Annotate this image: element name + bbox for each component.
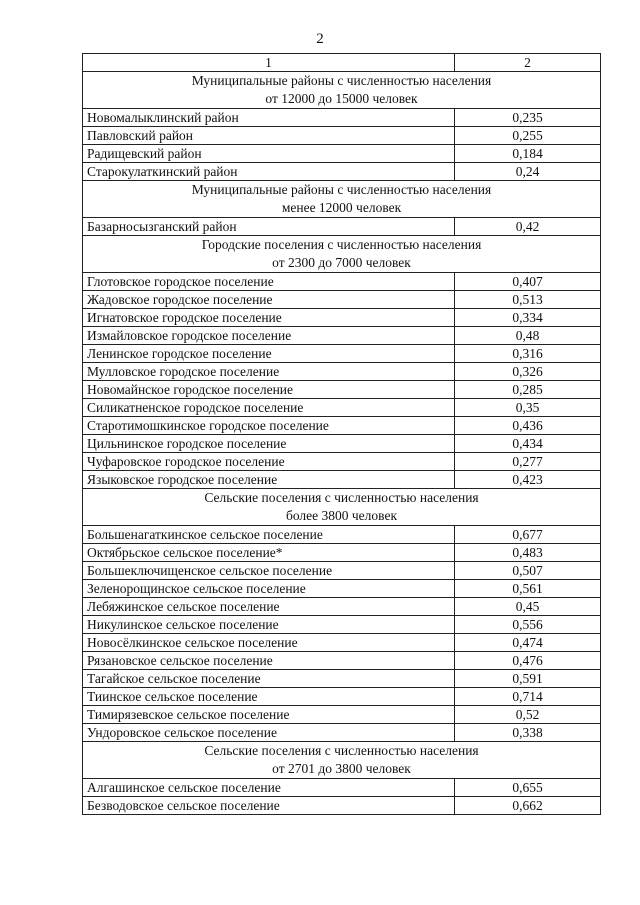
coefficient-value: 0,334	[455, 309, 601, 327]
coefficient-value: 0,326	[455, 363, 601, 381]
table-row	[83, 706, 601, 724]
coefficient-value: 0,423	[455, 471, 601, 489]
coefficient-value: 0,662	[455, 797, 601, 815]
table-row	[83, 616, 601, 634]
coefficient-value: 0,513	[455, 291, 601, 309]
coefficient-value: 0,561	[455, 580, 601, 598]
table-row	[83, 670, 601, 688]
section-title-line: менее 12000 человек	[281, 200, 402, 215]
section-title-line: Муниципальные районы с численностью населения	[191, 73, 492, 88]
section-title	[83, 236, 601, 273]
table-row	[83, 399, 601, 417]
table-row	[83, 471, 601, 489]
municipality-name: Старотимошкинское городское поселение	[83, 417, 455, 435]
municipality-name: Цильнинское городское поселение	[83, 435, 455, 453]
column-number-row	[83, 54, 601, 72]
municipality-name: Большенагаткинское сельское поселение	[83, 526, 455, 544]
table-row	[83, 363, 601, 381]
table-row	[83, 127, 601, 145]
table-row	[83, 724, 601, 742]
municipality-name: Чуфаровское городское поселение	[83, 453, 455, 471]
coefficient-value: 0,255	[455, 127, 601, 145]
column-number-1: 1	[83, 54, 455, 72]
municipality-name: Никулинское сельское поселение	[83, 616, 455, 634]
section-title	[83, 181, 601, 218]
coefficient-value: 0,316	[455, 345, 601, 363]
coefficient-value: 0,48	[455, 327, 601, 345]
municipality-name: Жадовское городское поселение	[83, 291, 455, 309]
coefficient-value: 0,184	[455, 145, 601, 163]
table-row	[83, 797, 601, 815]
table-row	[83, 145, 601, 163]
section-title-line: Сельские поселения с численностью населения	[204, 490, 479, 505]
table-row	[83, 435, 601, 453]
table-row	[83, 580, 601, 598]
municipality-name: Игнатовское городское поселение	[83, 309, 455, 327]
coefficient-value: 0,24	[455, 163, 601, 181]
municipality-name: Базарносызганский район	[83, 218, 455, 236]
municipality-name: Новосёлкинское сельское поселение	[83, 634, 455, 652]
table-row	[83, 109, 601, 127]
coefficient-value: 0,338	[455, 724, 601, 742]
section-title-line: Городские поселения с численностью населения	[201, 237, 482, 252]
table-row	[83, 218, 601, 236]
coefficient-value: 0,507	[455, 562, 601, 580]
municipality-name: Тиинское сельское поселение	[83, 688, 455, 706]
coefficient-value: 0,556	[455, 616, 601, 634]
coefficient-value: 0,434	[455, 435, 601, 453]
table-row	[83, 526, 601, 544]
section-title-line: Сельские поселения с численностью населения	[204, 743, 479, 758]
page-number: 2	[316, 31, 324, 47]
column-number-2: 2	[455, 54, 601, 72]
table-row	[83, 544, 601, 562]
table-row	[83, 163, 601, 181]
municipality-name: Рязановское сельское поселение	[83, 652, 455, 670]
coefficient-value: 0,35	[455, 399, 601, 417]
municipality-name: Глотовское городское поселение	[83, 273, 455, 291]
table-body	[83, 54, 601, 815]
municipality-name: Радищевский район	[83, 145, 455, 163]
section-title-line: от 2701 до 3800 человек	[272, 761, 411, 776]
municipality-name: Зеленорощинское сельское поселение	[83, 580, 455, 598]
coefficient-value: 0,285	[455, 381, 601, 399]
coefficient-value: 0,407	[455, 273, 601, 291]
section-title-line: Муниципальные районы с численностью населения	[191, 182, 492, 197]
table-row	[83, 381, 601, 399]
table-row	[83, 652, 601, 670]
table-row	[83, 273, 601, 291]
coefficient-value: 0,483	[455, 544, 601, 562]
section-title	[83, 72, 601, 109]
coefficient-value: 0,235	[455, 109, 601, 127]
section-title	[83, 489, 601, 526]
table-row	[83, 779, 601, 797]
municipality-name: Силикатненское городское поселение	[83, 399, 455, 417]
municipality-name: Лебяжинское сельское поселение	[83, 598, 455, 616]
coefficient-value: 0,436	[455, 417, 601, 435]
coefficient-value: 0,277	[455, 453, 601, 471]
coefficient-value: 0,42	[455, 218, 601, 236]
municipality-name: Ленинское городское поселение	[83, 345, 455, 363]
table-row	[83, 327, 601, 345]
table-row	[83, 453, 601, 471]
section-title-line: от 2300 до 7000 человек	[272, 255, 411, 270]
coefficient-value: 0,476	[455, 652, 601, 670]
coefficient-table	[82, 53, 601, 815]
coefficient-value: 0,591	[455, 670, 601, 688]
coefficient-value: 0,45	[455, 598, 601, 616]
section-title-line: от 12000 до 15000 человек	[265, 91, 418, 106]
table-row	[83, 598, 601, 616]
section-header-row	[83, 72, 601, 109]
table-row	[83, 688, 601, 706]
municipality-name: Новомалыклинский район	[83, 109, 455, 127]
municipality-name: Безводовское сельское поселение	[83, 797, 455, 815]
municipality-name: Языковское городское поселение	[83, 471, 455, 489]
table-row	[83, 417, 601, 435]
municipality-name: Тагайское сельское поселение	[83, 670, 455, 688]
coefficient-value: 0,677	[455, 526, 601, 544]
municipality-name: Октябрьское сельское поселение*	[83, 544, 455, 562]
section-header-row	[83, 181, 601, 218]
section-header-row	[83, 489, 601, 526]
table-row	[83, 345, 601, 363]
municipality-name: Тимирязевское сельское поселение	[83, 706, 455, 724]
coefficient-value: 0,714	[455, 688, 601, 706]
municipality-name: Измайловское городское поселение	[83, 327, 455, 345]
coefficient-value: 0,474	[455, 634, 601, 652]
municipality-name: Новомайнское городское поселение	[83, 381, 455, 399]
section-header-row	[83, 236, 601, 273]
coefficient-value: 0,52	[455, 706, 601, 724]
municipality-name: Павловский район	[83, 127, 455, 145]
municipality-name: Ундоровское сельское поселение	[83, 724, 455, 742]
municipality-name: Мулловское городское поселение	[83, 363, 455, 381]
municipality-name: Алгашинское сельское поселение	[83, 779, 455, 797]
table-row	[83, 291, 601, 309]
coefficient-value: 0,655	[455, 779, 601, 797]
table-row	[83, 634, 601, 652]
section-header-row	[83, 742, 601, 779]
section-title	[83, 742, 601, 779]
table-row	[83, 309, 601, 327]
section-title-line: более 3800 человек	[285, 508, 398, 523]
municipality-name: Большеключищенское сельское поселение	[83, 562, 455, 580]
table-row	[83, 562, 601, 580]
municipality-name: Старокулаткинский район	[83, 163, 455, 181]
